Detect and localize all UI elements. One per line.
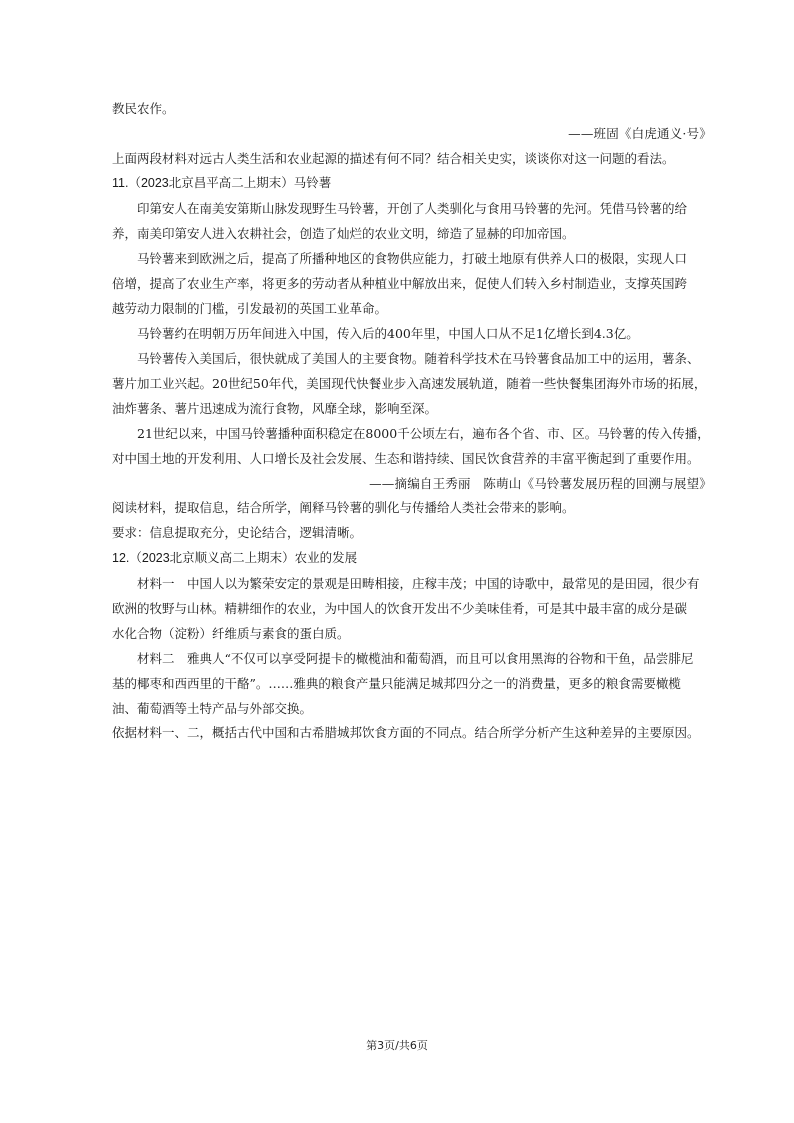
paragraph-text: 21世纪以来，中国马铃薯播种面积稳定在8000千公顷左右，遍布各个省、市、区。马铃薯的传入传播， (137, 426, 710, 441)
paragraph-text: 越劳动力限制的门槛，引发最初的英国工业革命。 (112, 301, 388, 316)
paragraph-text: 油炸薯条、薯片迅速成为流行食物，风靡全球，影响至深。 (112, 401, 438, 416)
text-line: 教民农作。 (112, 101, 175, 116)
paragraph-text: 马铃薯约在明朝万历年间进入中国，传入后的400年里，中国人口从不足1亿增长到4.3亿。 (137, 326, 639, 341)
paragraph-text: 养，南美印第安人进入农耕社会，创造了灿烂的农业文明，缔造了显赫的印加帝国。 (112, 226, 575, 241)
material-text: 材料二 雅典人“不仅可以享受阿提卡的橄榄油和葡萄酒，而且可以食用黑海的谷物和干鱼，品尝腓尼 (137, 651, 694, 666)
paragraph-text: 印第安人在南美安第斯山脉发现野生马铃薯，开创了人类驯化与食用马铃薯的先河。凭借马铃薯的给 (137, 201, 688, 216)
source-citation: ——班固《白虎通义·号》 (568, 126, 712, 141)
material-text: 欧洲的牧野与山林。精耕细作的农业，为中国人的饮食开发出不少美味佳肴，可是其中最丰富的成分是碳 (112, 601, 688, 616)
paragraph-text: 马铃薯来到欧洲之后，提高了所播种地区的食物供应能力，打破土地原有供养人口的极限，实现人口 (137, 251, 688, 266)
question-task: 阅读材料，提取信息，结合所学，阐释马铃薯的驯化与传播给人类社会带来的影响。 (112, 501, 575, 515)
source-citation: ——摘编自王秀丽 陈萌山《马铃薯发展历程的回溯与展望》 (369, 476, 712, 491)
paragraph-text: 薯片加工业兴起。20世纪50年代，美国现代快餐业步入高速发展轨道，随着一些快餐集团海外市场的拓展， (112, 376, 707, 391)
paragraph-text: 对中国土地的开发利用、人口增长及社会发展、生态和谐持续、国民饮食营养的丰富平衡起到了重要作用。 (112, 451, 700, 466)
material-text: 基的椰枣和西西里的干酪”。……雅典的粮食产量只能满足城邦四分之一的消费量，更多的粮食需要橄榄 (112, 676, 681, 691)
material-text: 油、葡萄酒等土特产品与外部交换。 (112, 701, 313, 716)
question-text: 上面两段材料对远古人类生活和农业起源的描述有何不同？结合相关史实，谈谈你对这一问题的看法。 (112, 151, 675, 166)
question-12-heading: 12.（2023北京顺义高二上期末）农业的发展 (112, 551, 358, 565)
page-number: 第3页/共6页 (366, 1039, 428, 1052)
material-text: 水化合物（淀粉）纤维质与素食的蛋白质。 (112, 626, 350, 641)
question-task: 依据材料一、二，概括古代中国和古希腊城邦饮食方面的不同点。结合所学分析产生这种差异的主要原因。 (112, 726, 700, 740)
paragraph-text: 倍增，提高了农业生产率，将更多的劳动者从种植业中解放出来，促使人们转入乡村制造业，支撑英国跨 (112, 276, 688, 291)
question-requirement: 要求：信息提取充分，史论结合，逻辑清晰。 (112, 526, 363, 540)
document-body (112, 96, 712, 746)
paragraph-text: 马铃薯传入美国后，很快就成了美国人的主要食物。随着科学技术在马铃薯食品加工中的运用，薯条、 (137, 351, 700, 366)
question-11-heading: 11.（2023北京昌平高二上期末）马铃薯 (112, 176, 332, 190)
material-text: 材料一 中国人以为繁荣安定的景观是田畴相接，庄稼丰茂；中国的诗歌中，最常见的是田园，很少有 (137, 576, 700, 591)
